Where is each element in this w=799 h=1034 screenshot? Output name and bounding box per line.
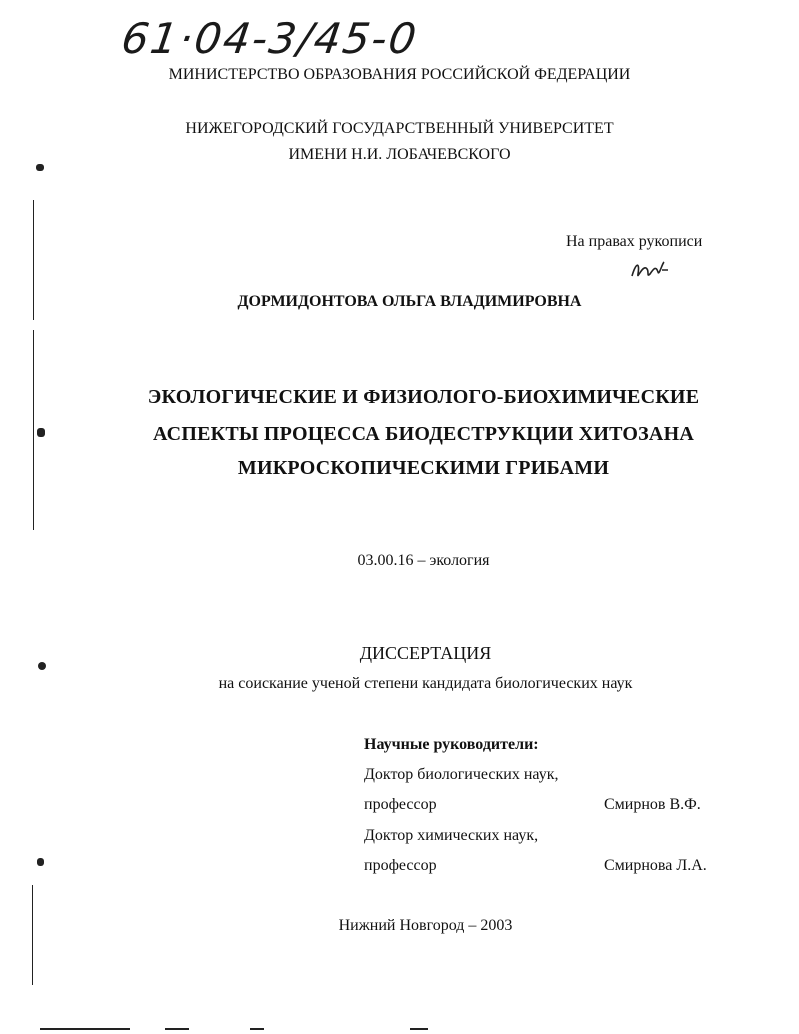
supervisor-name: Смирнова Л.А.	[604, 857, 707, 874]
handwritten-archive-code: 61·04-3/45-0	[118, 14, 422, 63]
supervisor-title: профессор	[364, 857, 437, 874]
supervisors-heading: Научные руководители:	[364, 736, 539, 753]
supervisor-name: Смирнов В.Ф.	[604, 796, 701, 813]
supervisor-degree: Доктор химических наук,	[364, 827, 539, 844]
city-year: Нижний Новгород – 2003	[338, 917, 513, 934]
scan-punch-mark	[37, 428, 45, 437]
dissertation-title-line: АСПЕКТЫ ПРОЦЕССА БИОДЕСТРУКЦИИ ХИТОЗАНА	[153, 423, 694, 445]
manuscript-rights-note: На правах рукописи	[566, 233, 703, 250]
university-name-line2: ИМЕНИ Н.И. ЛОБАЧЕВСКОГО	[288, 146, 511, 163]
scan-punch-mark	[37, 858, 44, 866]
scan-margin-line	[32, 885, 33, 985]
scan-punch-mark	[38, 662, 46, 670]
specialty-code: 03.00.16 – экология	[357, 552, 490, 569]
scan-punch-mark	[36, 164, 44, 171]
ministry-heading: МИНИСТЕРСТВО ОБРАЗОВАНИЯ РОССИЙСКОЙ ФЕДЕРАЦИИ	[168, 66, 631, 83]
author-name: ДОРМИДОНТОВА ОЛЬГА ВЛАДИМИРОВНА	[237, 293, 582, 310]
document-type: ДИССЕРТАЦИЯ	[359, 643, 492, 663]
university-name: НИЖЕГОРОДСКИЙ ГОСУДАРСТВЕННЫЙ УНИВЕРСИТЕТ	[185, 120, 614, 137]
author-signature	[628, 256, 678, 284]
supervisor-title: профессор	[364, 796, 437, 813]
scan-bottom-mark	[40, 1028, 130, 1030]
scan-margin-line	[33, 200, 34, 320]
scan-bottom-mark	[165, 1028, 189, 1030]
dissertation-title-line: МИКРОСКОПИЧЕСКИМИ ГРИБАМИ	[237, 457, 610, 479]
degree-purpose: на соискание ученой степени кандидата биологических наук	[218, 675, 633, 692]
dissertation-title-line: ЭКОЛОГИЧЕСКИЕ И ФИЗИОЛОГО-БИОХИМИЧЕСКИЕ	[147, 386, 700, 408]
scan-bottom-mark	[250, 1028, 264, 1030]
scan-margin-line	[33, 330, 34, 530]
supervisor-degree: Доктор биологических наук,	[364, 766, 559, 783]
scan-bottom-mark	[410, 1028, 428, 1030]
